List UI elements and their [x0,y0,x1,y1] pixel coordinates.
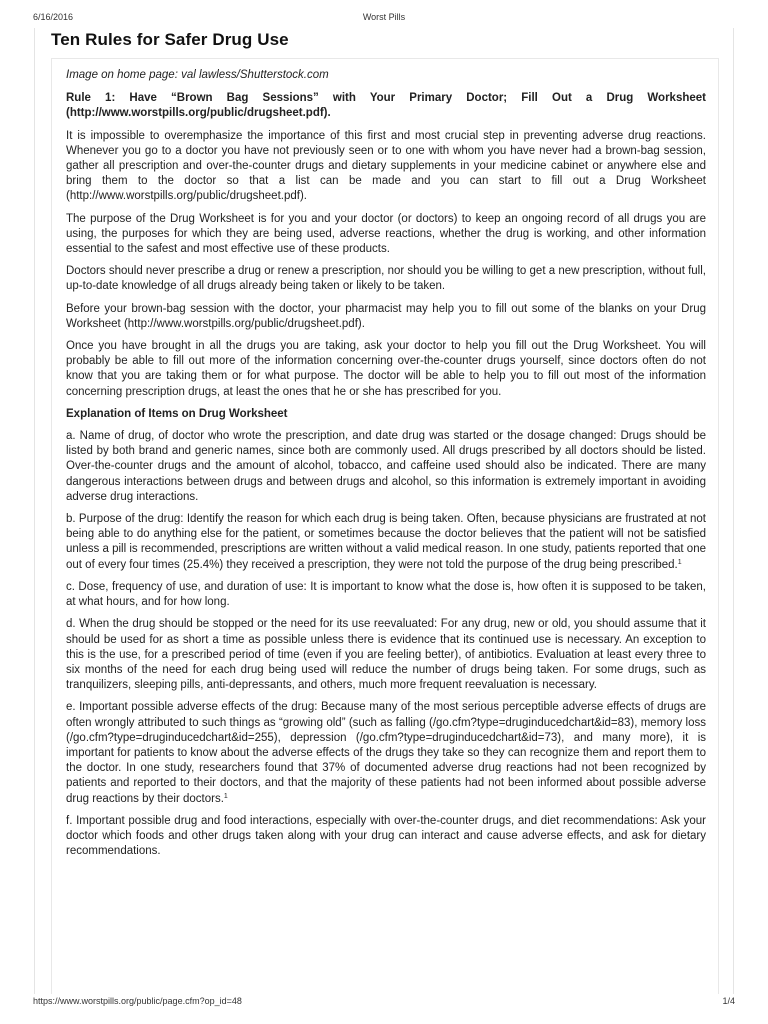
paragraph-pharmacist: Before your brown-bag session with the doctor, your pharmacist may help you to fill out some of the blanks on your Drug Worksheet (http://www.worstpills.org/public/drugsheet.pdf). [66,302,706,330]
paragraph-prescribing: Doctors should never prescribe a drug or renew a prescription, nor should you be willing to get a new prescription, without full, up-to-date knowledge of all drugs already being taken or likely to be taken. [66,265,706,293]
rule-1-heading: Rule 1: Have “Brown Bag Sessions” with Your Primary Doctor; Fill Out a Drug Worksheet (http://www.worstpills.org/public/drugsheet.pdf). [66,92,706,120]
print-page-number: 1/4 [722,996,735,1006]
worksheet-item-e-text: e. Important possible adverse effects of the drug: Because many of the most serious perceptible adverse effects of drugs are often wrongly attributed to such things as “growing old” (such as falling (/go.cfm?type=druginducedchart&id=83), memory loss (/go.cfm?type=druginducedchart&id=255), depression (/go.cfm?type=druginducedchart&id=73), and many more), it is important for patients to know about the adverse effects of the drugs they take so they can recognize them and report them to the doctor. In one study, researchers found that 37% of documented adverse drug reactions had not been recognized by patients and reported to their doctors, and that the majority of these patients had not been informed about possible adverse drug reactions by their doctors. [66,701,706,805]
image-credit: Image on home page: val lawless/Shutterstock.com [66,69,329,81]
paragraph-worksheet-help: Once you have brought in all the drugs you are taking, ask your doctor to help you fill out the Drug Worksheet. You will probably be able to fill out more of the information concerning over-the-counter drugs yourself, since doctors often do not know that you are taking them or for what purpose. The doctor will be able to help you to fill out most of the information concerning prescription drugs, at least the ones that he or she has prescribed for you. [66,340,706,398]
print-url: https://www.worstpills.org/public/page.cfm?op_id=48 [33,996,242,1006]
worksheet-item-f-text: f. Important possible drug and food interactions, especially with over-the-counter drugs, and diet recommendations: Ask your doctor which foods and other drugs taken along with your drug can interact and cause adverse effects, and ask for dietary recommendations. [66,814,706,858]
worksheet-item-b-text: b. Purpose of the drug: Identify the reason for which each drug is being taken. Often, because physicians are frustrated at not being able to do anything else for the patient, or sometimes because the doctor believes that the patient will not be satisfied unless a pill is recommended, prescriptions are written without a valid medical reason. In one study, patients reported that one out of every four times (25.4%) they received a prescription, they were not told the purpose of the drug being prescribed. [66,513,706,571]
worksheet-item-f [66,814,706,860]
worksheet-item-e [66,700,706,806]
worksheet-item-c [66,580,706,610]
print-header [33,12,735,26]
worksheet-item-a [66,429,706,505]
footnote-ref[interactable]: 1 [677,558,682,566]
paragraph-importance: It is impossible to overemphasize the importance of this first and most crucial step in preventing adverse drug reactions. Whenever you go to a doctor you have not previously seen or to one with whom you have never had a brown-bag session, gather all prescription and over-the-counter drugs and dietary supplements in your medicine cabinet or anywhere else and bring them to the doctor so that a list can be made and you can start to fill out a Drug Worksheet (http://www.worstpills.org/public/drugsheet.pdf). [66,129,706,203]
article-title: Ten Rules for Safer Drug Use [51,30,289,49]
print-date: 6/16/2016 [33,12,74,22]
worksheet-item-d-text: d. When the drug should be stopped or the need for its use reevaluated: For any drug, new or old, you should assume that it should be used for as short a time as possible unless there is evidence that its continued use is necessary. An exception to this is the use, for a prescribed period of time (even if you are feeling better), of antibiotics. Evaluation at least every three to six months of the need for each drug being used will reduce the number of drugs being taken. For some drugs, such as tranquilizers, sleeping pills, anti-depressants, and others, much more frequent reevaluation is necessary. [66,618,706,692]
worksheet-item-d [66,617,706,693]
worksheet-item-c-text: c. Dose, frequency of use, and duration of use: It is important to know what the dose is, how often it is supposed to be taken, at what hours, and for how long. [66,580,706,609]
footnote-ref[interactable]: 1 [223,792,228,800]
explanation-heading: Explanation of Items on Drug Worksheet [66,407,288,420]
worksheet-item-a-text: a. Name of drug, of doctor who wrote the prescription, and date drug was started or the dosage changed: Drugs should be listed by both brand and generic names, since both are commonly used. All drugs prescribed by all doctors should be listed. Over-the-counter drugs and the amount of alcohol, tobacco, and caffeine used should also be indicated. There are many dangerous interactions between drugs and between drugs and alcohol, so this information is extremely important in avoiding adverse drug interactions. [66,430,706,503]
print-footer [33,996,735,1010]
worksheet-item-b [66,512,706,573]
article-body [66,68,706,866]
paragraph-purpose: The purpose of the Drug Worksheet is for you and your doctor (or doctors) to keep an ongoing record of all drugs you are using, the purposes for which they are being used, adverse reactions, whether the drug is working, and other information essential to the safest and most effective use of these products. [66,212,706,256]
print-page-title: Worst Pills [362,12,406,22]
